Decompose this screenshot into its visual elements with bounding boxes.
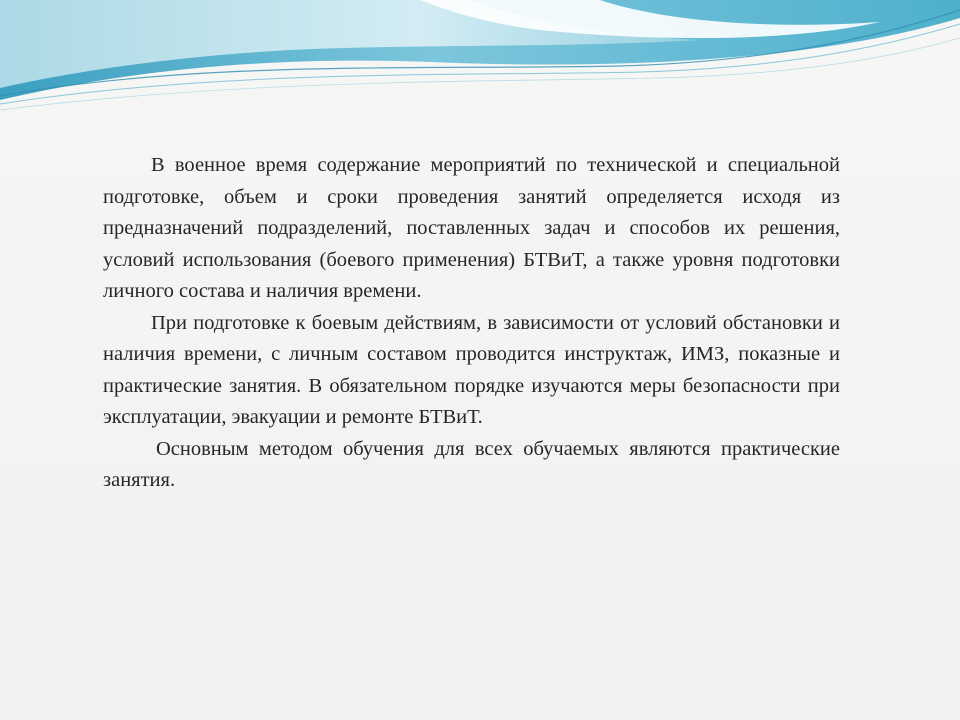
paragraph-1: В военное время содержание мероприятий по технической и специальной подготовке, объем и сроки проведения занятий определяется исходя из предназначений подразделений, поставленных задач и способов их решения, условий использования (боевого применения) БТВиТ, а также уровня подготовки личного состава и наличия времени. bbox=[103, 154, 840, 302]
body-text bbox=[103, 150, 840, 497]
paragraph-2: При подготовке к боевым действиям, в зависимости от условий обстановки и наличия времени, с личным составом проводится инструктаж, ИМЗ, показные и практические занятия. В обязательном порядке изучаются меры безопасности при эксплуатации, эвакуации и ремонте БТВиТ. bbox=[103, 311, 840, 428]
paragraph-3: Основным методом обучения для всех обучаемых являются практические занятия. bbox=[103, 437, 840, 491]
wave-decoration bbox=[0, 0, 960, 130]
